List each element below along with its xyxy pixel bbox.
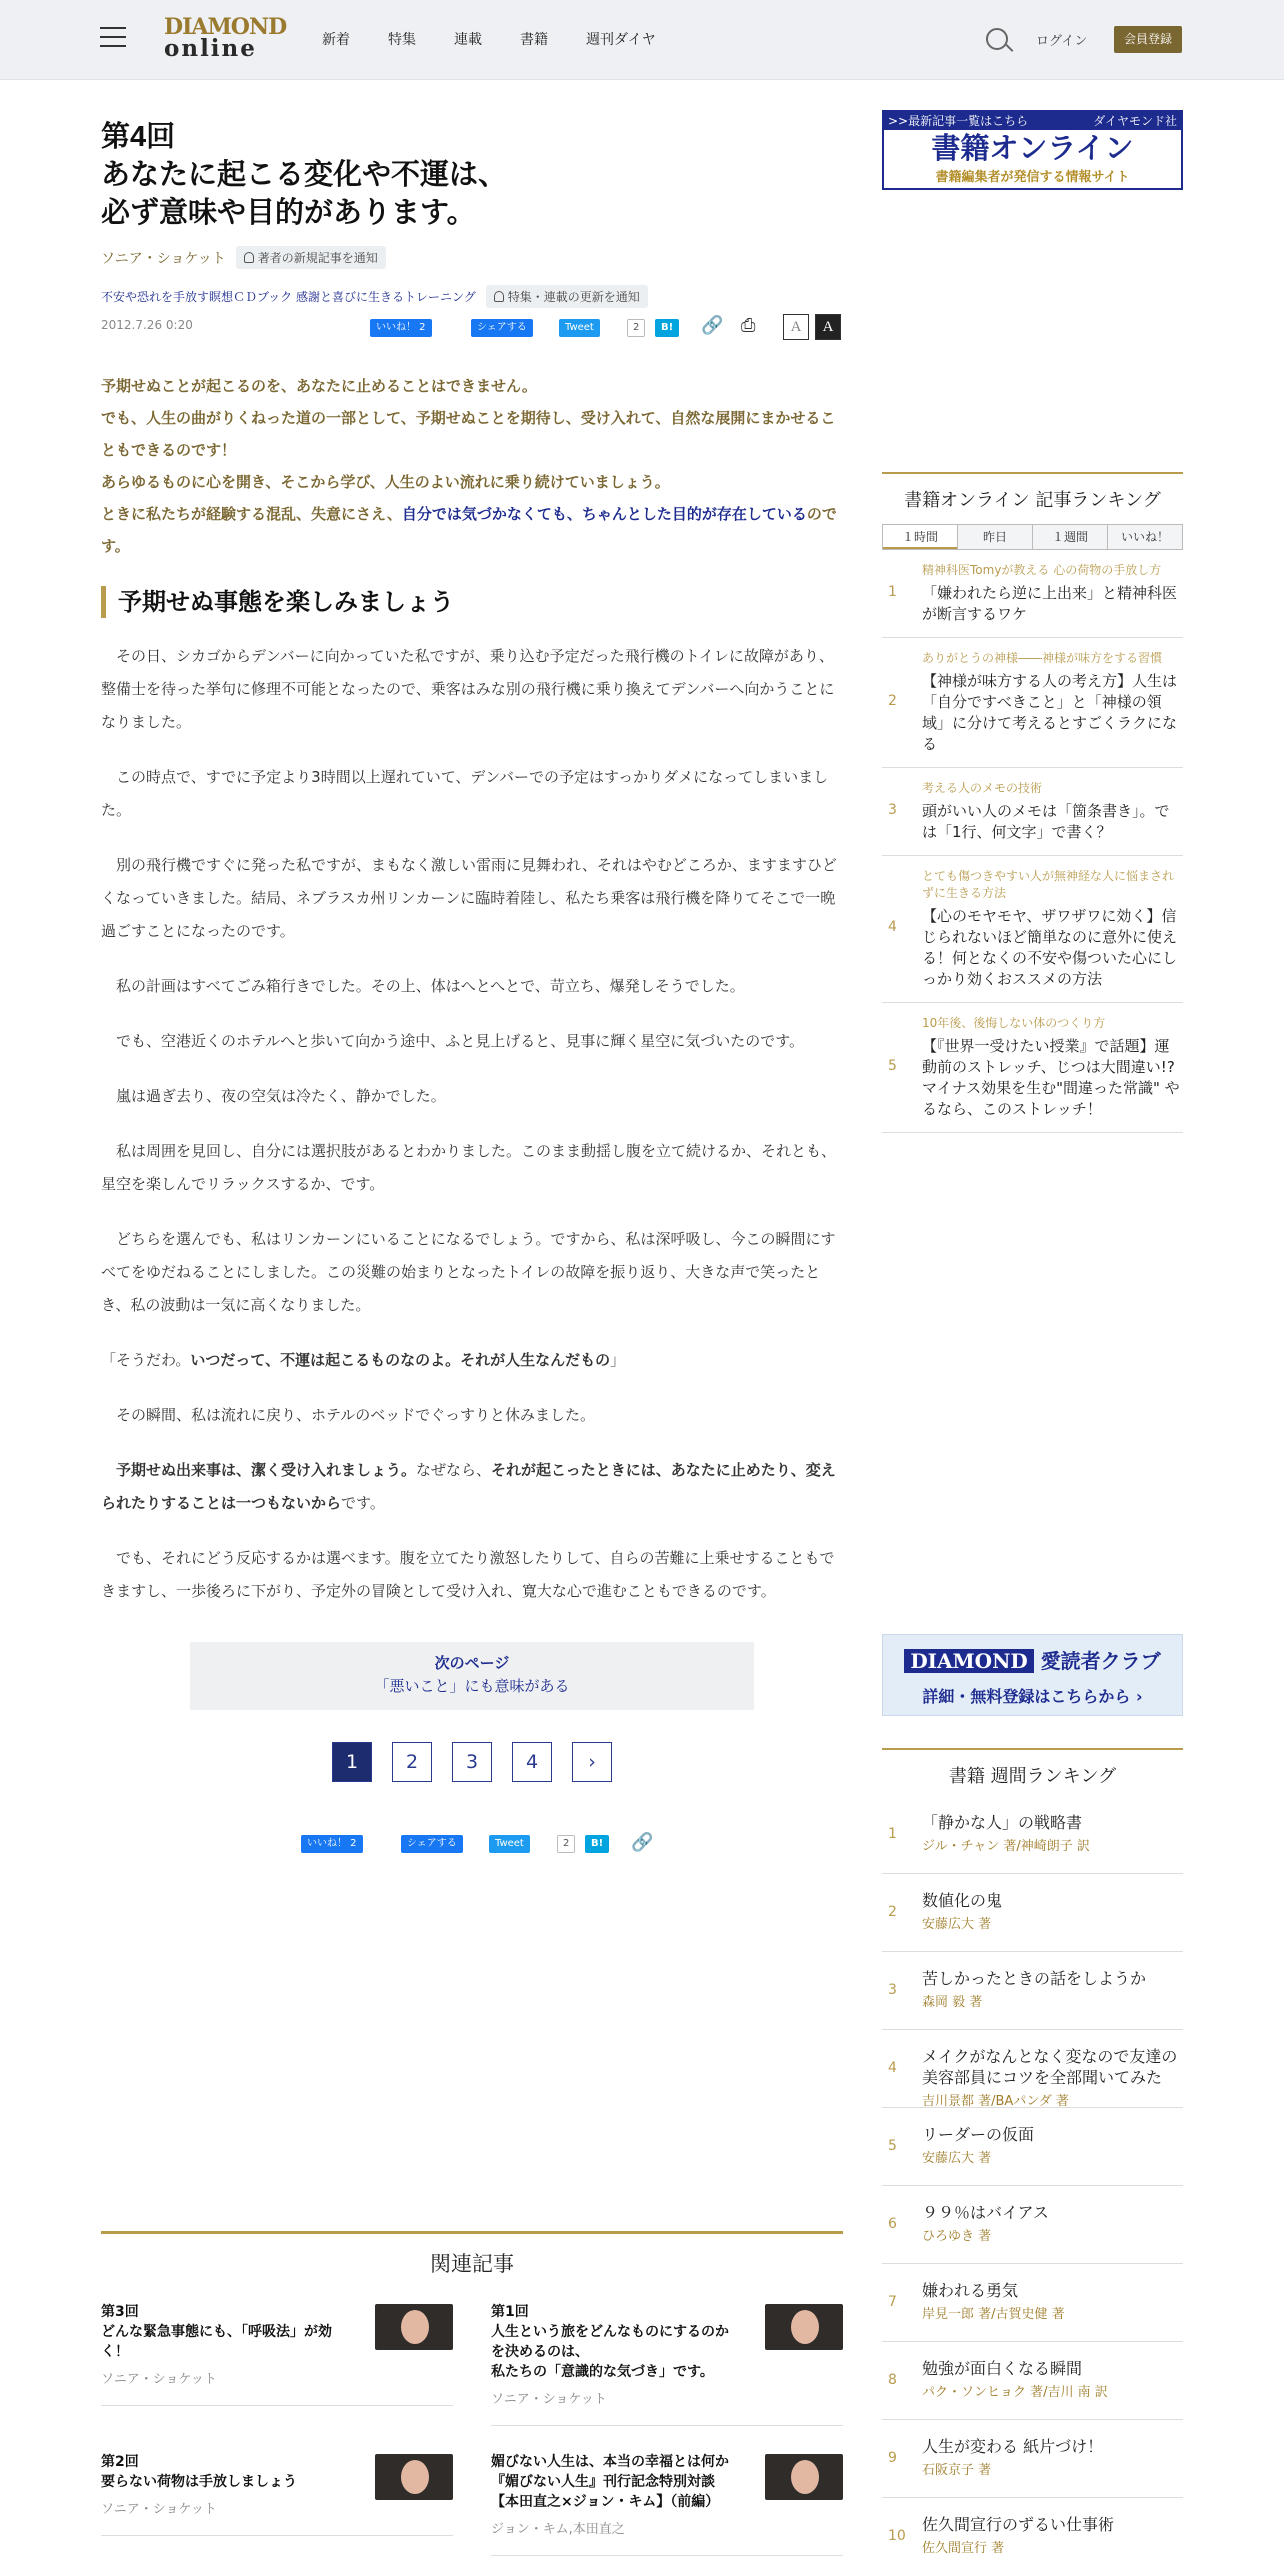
- related-item[interactable]: [491, 2452, 843, 2540]
- quote-bold: いつだって、不運は起こるものなのよ。それが人生なんだもの: [190, 1351, 611, 1369]
- article-title: [101, 118, 843, 232]
- reader-club-title: 愛読者クラブ: [1040, 1649, 1161, 1673]
- book-title: 人生が変わる 紙片づけ！: [922, 2437, 1104, 2456]
- series-notify-button[interactable]: [486, 285, 648, 308]
- book-title: リーダーの仮面: [922, 2125, 1035, 2144]
- paragraph: その瞬間、私は流れに戻り、ホテルのベッドでぐっすりと休みました。: [116, 1406, 595, 1424]
- paragraph: でも、空港近くのホテルへと歩いて向かう途中、ふと見上げると、見事に輝く星空に気づいたのです。: [116, 1032, 805, 1050]
- book-author: 岸見一郎 著/古賀史健 著: [922, 2307, 1065, 2322]
- paragraph: その日、シカゴからデンバーに向かっていた私ですが、乗り込む予定だった飛行機のトイレに故障があり、整備士を待った挙句に修理不可能となったので、乗客はみな別の飛行機に乗り換えてデンバーへ向かうことになりました。: [101, 647, 835, 731]
- lead-line: [101, 498, 843, 562]
- article: [101, 118, 843, 1856]
- bold-text: 予期せぬ出来事は、潔く受け入れましょう。: [116, 1461, 417, 1479]
- tab-1hour[interactable]: １時間: [883, 525, 957, 549]
- lead-text: ときに私たちが経験する混乱、失意にさえ、: [101, 505, 402, 523]
- ranking-heading: 書籍 週間ランキング: [948, 1766, 1117, 1787]
- related-heading: 関連記事: [430, 2252, 514, 2276]
- paragraph: 嵐は過ぎ去り、夜の空気は冷たく、静かでした。: [116, 1087, 446, 1105]
- rank-number: 9: [888, 2450, 897, 2466]
- site-header: [0, 0, 1284, 80]
- section-heading: 予期せぬ事態を楽しみましょう: [101, 586, 843, 618]
- lead-line: 予期せぬことが起こるのを、あなたに止めることはできません。: [101, 377, 537, 395]
- book-author: ひろゆき 著: [922, 2229, 992, 2244]
- author-photo: [765, 2304, 843, 2350]
- book-online-banner[interactable]: [882, 110, 1183, 190]
- rank-title: 【『世界一受けたい授業』で話題】運動前のストレッチ、じつは大間違い!? マイナス効果を生む"間違った常識" やるなら、このストレッチ！: [922, 1037, 1180, 1118]
- rank-number: 1: [888, 1826, 897, 1842]
- chevron-right-icon[interactable]: ›: [572, 1742, 612, 1782]
- rank-number: 4: [888, 2060, 897, 2076]
- book-author: ジル・チャン 著/神崎朗子 訳: [922, 1839, 1090, 1854]
- rank-number: 5: [888, 2138, 897, 2154]
- article-ranking: [882, 472, 1183, 1133]
- book-title: メイクがなんとなく変なので友達の美容部員にコツを全部聞いてみた: [922, 2047, 1178, 2087]
- rank-number: 8: [888, 2372, 897, 2388]
- banner-sub: 書籍編集者が発信する情報サイト: [935, 170, 1130, 185]
- font-size-large-button[interactable]: A: [815, 314, 841, 340]
- rank-number: 7: [888, 2294, 897, 2310]
- title-line-1: 第4回: [101, 121, 176, 153]
- book-item[interactable]: [882, 2186, 1183, 2264]
- book-item[interactable]: [882, 2108, 1183, 2186]
- rank-series: ありがとうの神様――神様が味方をする習慣: [922, 651, 1163, 665]
- lead-highlight: 自分では気づかなくても、ちゃんとした目的が存在している: [401, 505, 807, 523]
- paragraph: 私は周囲を見回し、自分には選択肢があるとわかりました。このまま動揺し腹を立て続けるか、それとも、星空を楽しんでリラックスするか、です。: [101, 1142, 837, 1193]
- rank-number: 2: [888, 692, 897, 709]
- facebook-like-button[interactable]: いいね！ 2: [370, 319, 432, 337]
- page-3[interactable]: 3: [452, 1742, 492, 1782]
- book-item[interactable]: [882, 2420, 1183, 2498]
- lead-line: あらゆるものに心を開き、そこから学び、人生のよい流れに乗り続けていましょう。: [101, 473, 670, 491]
- book-title: 嫌われる勇気: [922, 2281, 1019, 2300]
- facebook-like-button[interactable]: いいね！ 2: [301, 1835, 363, 1853]
- related-item-title: 第2回 要らない荷物は手放しましょう: [101, 2454, 297, 2490]
- book-title: 佐久間宣行のずるい仕事術: [922, 2515, 1115, 2534]
- publish-date: 2012.7.26 0:20: [101, 318, 193, 332]
- page-1[interactable]: 1: [332, 1742, 372, 1782]
- logo-top: DIAMOND: [164, 14, 287, 40]
- author-photo: [375, 2304, 453, 2350]
- nav-feature[interactable]: 特集: [388, 32, 416, 48]
- rank-number: 2: [888, 1904, 897, 1920]
- author-notify-button[interactable]: [236, 246, 386, 269]
- book-title: 勉強が面白くなる瞬間: [922, 2359, 1083, 2378]
- rank-series: 考える人のメモの技術: [922, 781, 1043, 795]
- related-item-title: 媚びない人生は、本当の幸福とは何か 『媚びない人生』刊行記念特別対談 【本田直之×ジョン・キム】（前編）: [491, 2454, 729, 2510]
- related-item-title: 第3回 どんな緊急事態にも、「呼吸法」が効く！: [101, 2304, 332, 2360]
- title-line-2: あなたに起こる変化や不運は、: [101, 159, 508, 191]
- reader-club-sub: 詳細・無料登録はこちらから ›: [922, 1687, 1143, 1706]
- pagination: [101, 1742, 843, 1782]
- related-item-author: ソニア・ショケット: [101, 2502, 217, 2517]
- book-item[interactable]: [882, 1796, 1183, 1874]
- banner-top-right: ダイヤモンド社: [1093, 114, 1177, 128]
- author-photo: [765, 2454, 843, 2500]
- book-author: パク・ソンヒョク 著/吉川 南 訳: [922, 2385, 1108, 2400]
- facebook-share-button[interactable]: シェアする: [401, 1835, 463, 1853]
- facebook-share-button[interactable]: シェアする: [471, 319, 533, 337]
- menu-icon[interactable]: [100, 27, 126, 49]
- rank-number: 3: [888, 801, 897, 818]
- plain-text: なぜなら、: [416, 1461, 492, 1479]
- hatena-bookmark-button[interactable]: B!: [585, 1835, 609, 1853]
- font-size-normal-button[interactable]: A: [783, 314, 809, 340]
- paragraph: [101, 1454, 843, 1520]
- quote-close: 」: [610, 1351, 626, 1369]
- book-item[interactable]: [882, 2498, 1183, 2568]
- print-icon[interactable]: ⎙: [741, 315, 756, 336]
- related-articles: [101, 2231, 843, 2568]
- book-title: 数値化の鬼: [922, 1891, 1003, 1910]
- tab-likes[interactable]: いいね！: [1107, 525, 1182, 549]
- rank-title: 【心のモヤモヤ、ザワザワに効く】信じられないほど簡単なのに意外に使える！何となくの不安や傷ついた心にしっかり効くおススメの方法: [922, 907, 1178, 988]
- tab-yesterday[interactable]: 昨日: [957, 525, 1032, 549]
- series-notify-label: 特集・連載の更新を通知: [507, 290, 640, 304]
- book-title: 「静かな人」の戦略書: [922, 1813, 1083, 1832]
- article-body: [101, 640, 843, 1608]
- related-item[interactable]: [101, 2452, 453, 2520]
- next-page-label: 次のページ: [434, 1654, 510, 1672]
- title-line-3: 必ず意味や目的があります。: [101, 197, 476, 229]
- paragraph: でも、それにどう反応するかは選べます。腹を立てたり激怒したりして、自らの苦難に上乗せすることもできますし、一歩後ろに下がり、予定外の冒険として受け入れ、寛大な心で進むこともできるのです。: [101, 1549, 835, 1600]
- bottom-share-bar: [101, 1834, 843, 1856]
- rank-number: 3: [888, 1982, 897, 1998]
- book-item[interactable]: [882, 2264, 1183, 2342]
- book-author: 吉川景都 著/BAパンダ 著: [922, 2094, 1069, 2109]
- book-title: ９９％はバイアス: [922, 2203, 1049, 2222]
- book-author: 安藤広大 著: [922, 2151, 992, 2166]
- ranking-item[interactable]: [882, 1003, 1183, 1133]
- author-notify-label: 著者の新規記事を通知: [257, 251, 378, 265]
- tweet-button[interactable]: Tweet: [489, 1835, 530, 1853]
- book-author: 安藤広大 著: [922, 1917, 992, 1932]
- paragraph: この時点で、すでに予定より3時間以上遅れていて、デンバーでの予定はすっかりダメになってしまいました。: [101, 768, 829, 819]
- book-title: 苦しかったときの話をしようか: [922, 1969, 1147, 1988]
- tweet-count: 2: [557, 1835, 575, 1853]
- link-icon[interactable]: 🔗: [631, 1832, 654, 1853]
- article-meta: [101, 315, 843, 342]
- reader-club-banner[interactable]: [882, 1634, 1183, 1716]
- nav-weekly-diamond[interactable]: 週刊ダイヤ: [586, 32, 656, 48]
- rank-number: 10: [888, 2528, 906, 2544]
- rank-series: とても傷つきやすい人が無神経な人に悩まされずに生きる方法: [922, 869, 1175, 900]
- lead-line: でも、人生の曲がりくねった道の一部として、予期せぬことを期待し、受け入れて、自然な展開にまかせることもできるのです！: [101, 409, 836, 459]
- related-item[interactable]: [101, 2302, 453, 2390]
- author-photo: [375, 2454, 453, 2500]
- tab-1week[interactable]: １週間: [1032, 525, 1107, 549]
- reader-club-logo: DIAMOND: [904, 1649, 1033, 1673]
- book-item[interactable]: [882, 2342, 1183, 2420]
- login-link[interactable]: ログイン: [1036, 34, 1088, 49]
- link-icon[interactable]: 🔗: [701, 315, 724, 336]
- rank-title: 【神様が味方する人の考え方】人生は「自分ですべきこと」と「神様の領域」に分けて考えるとすごくラクになる: [922, 672, 1178, 753]
- book-item[interactable]: [882, 1952, 1183, 2030]
- related-item-title: 第1回 人生という旅をどんなものにするのかを決めるのは、 私たちの「意識的な気づき」です。: [491, 2304, 729, 2380]
- register-button[interactable]: 会員登録: [1114, 26, 1182, 53]
- rank-title: 「嫌われたら逆に上出来」と精神科医が断言するワケ: [922, 584, 1178, 623]
- paragraph: 私の計画はすべてごみ箱行きでした。その上、体はへとへとで、苛立ち、爆発しそうでした。: [116, 977, 745, 995]
- book-item[interactable]: [882, 2030, 1183, 2108]
- page-2[interactable]: 2: [392, 1742, 432, 1782]
- lead-text: のです。: [101, 505, 837, 555]
- rank-series: 10年後、後悔しない体のつくり方: [922, 1016, 1106, 1030]
- related-item-author: ジョン・キム,本田直之: [491, 2522, 625, 2537]
- rank-number: 6: [888, 2216, 897, 2232]
- related-item-author: ソニア・ショケット: [101, 2372, 217, 2387]
- quote-paragraph: [101, 1344, 843, 1377]
- next-page-title: 「悪いこと」にも意味がある: [374, 1677, 570, 1695]
- banner-top-left: >>最新記事一覧はこちら: [888, 114, 1029, 128]
- series-link[interactable]: 不安や恐れを手放す瞑想ＣＤブック 感謝と喜びに生きるトレーニング: [101, 290, 476, 304]
- search-icon[interactable]: [986, 28, 1008, 50]
- related-item[interactable]: [491, 2302, 843, 2410]
- paragraph: 別の飛行機ですぐに発った私ですが、まもなく激しい雷雨に見舞われ、それはやむどころか、ますますひどくなっていきました。結局、ネブラスカ州リンカーンに臨時着陸し、私たち乗客は飛行機を降りてそこで一晩過ごすことになったのです。: [101, 856, 837, 940]
- nav-books[interactable]: 書籍: [520, 32, 548, 48]
- ranking-item[interactable]: [882, 550, 1183, 638]
- banner-main: 書籍オンライン: [931, 131, 1134, 165]
- global-nav: [322, 29, 656, 49]
- nav-series[interactable]: 連載: [454, 32, 482, 48]
- tweet-count: 2: [627, 319, 645, 337]
- bell-icon: [244, 252, 254, 263]
- book-author: 石阪京子 著: [922, 2463, 992, 2478]
- book-author: 佐久間宣行 著: [922, 2541, 1005, 2556]
- logo-bottom: online: [164, 35, 257, 62]
- rank-number: 5: [888, 1057, 897, 1074]
- rank-title: 頭がいい人のメモは「箇条書き」。では「1行、何文字」で書く？: [922, 802, 1170, 841]
- bold-text: それが起こったときには、あなたに止めたり、変えられたりすることは一つもないから: [101, 1461, 836, 1512]
- author-link[interactable]: ソニア・ショケット: [101, 250, 226, 267]
- nav-new[interactable]: 新着: [322, 32, 350, 48]
- hatena-bookmark-button[interactable]: B!: [655, 319, 679, 337]
- ranking-heading: 書籍オンライン 記事ランキング: [904, 490, 1161, 511]
- paragraph: どちらを選んでも、私はリンカーンにいることになるでしょう。ですから、私は深呼吸し、今この瞬間にすべてをゆだねることにしました。この災難の始まりとなったトイレの故障を振り返り、大きな声で笑ったとき、私の波動は一気に高くなりました。: [101, 1230, 836, 1314]
- ranking-item[interactable]: [882, 768, 1183, 856]
- page-4[interactable]: 4: [512, 1742, 552, 1782]
- ranking-tabs: [882, 524, 1183, 550]
- next-page-box[interactable]: [190, 1642, 754, 1710]
- related-item-author: ソニア・ショケット: [491, 2392, 607, 2407]
- site-logo[interactable]: [164, 14, 287, 64]
- bell-icon: [494, 291, 504, 302]
- book-item[interactable]: [882, 1874, 1183, 1952]
- rank-series: 精神科医Tomyが教える 心の荷物の手放し方: [922, 563, 1162, 577]
- ranking-item[interactable]: [882, 638, 1183, 768]
- book-weekly-ranking: [882, 1748, 1183, 2568]
- tweet-button[interactable]: Tweet: [559, 319, 600, 337]
- article-lead: [101, 370, 843, 562]
- ranking-item[interactable]: [882, 856, 1183, 1003]
- book-author: 森岡 毅 著: [922, 1995, 983, 2010]
- rank-number: 1: [888, 583, 897, 600]
- plain-text: です。: [341, 1494, 385, 1512]
- quote-open: 「そうだわ。: [101, 1351, 191, 1369]
- rank-number: 4: [888, 919, 897, 935]
